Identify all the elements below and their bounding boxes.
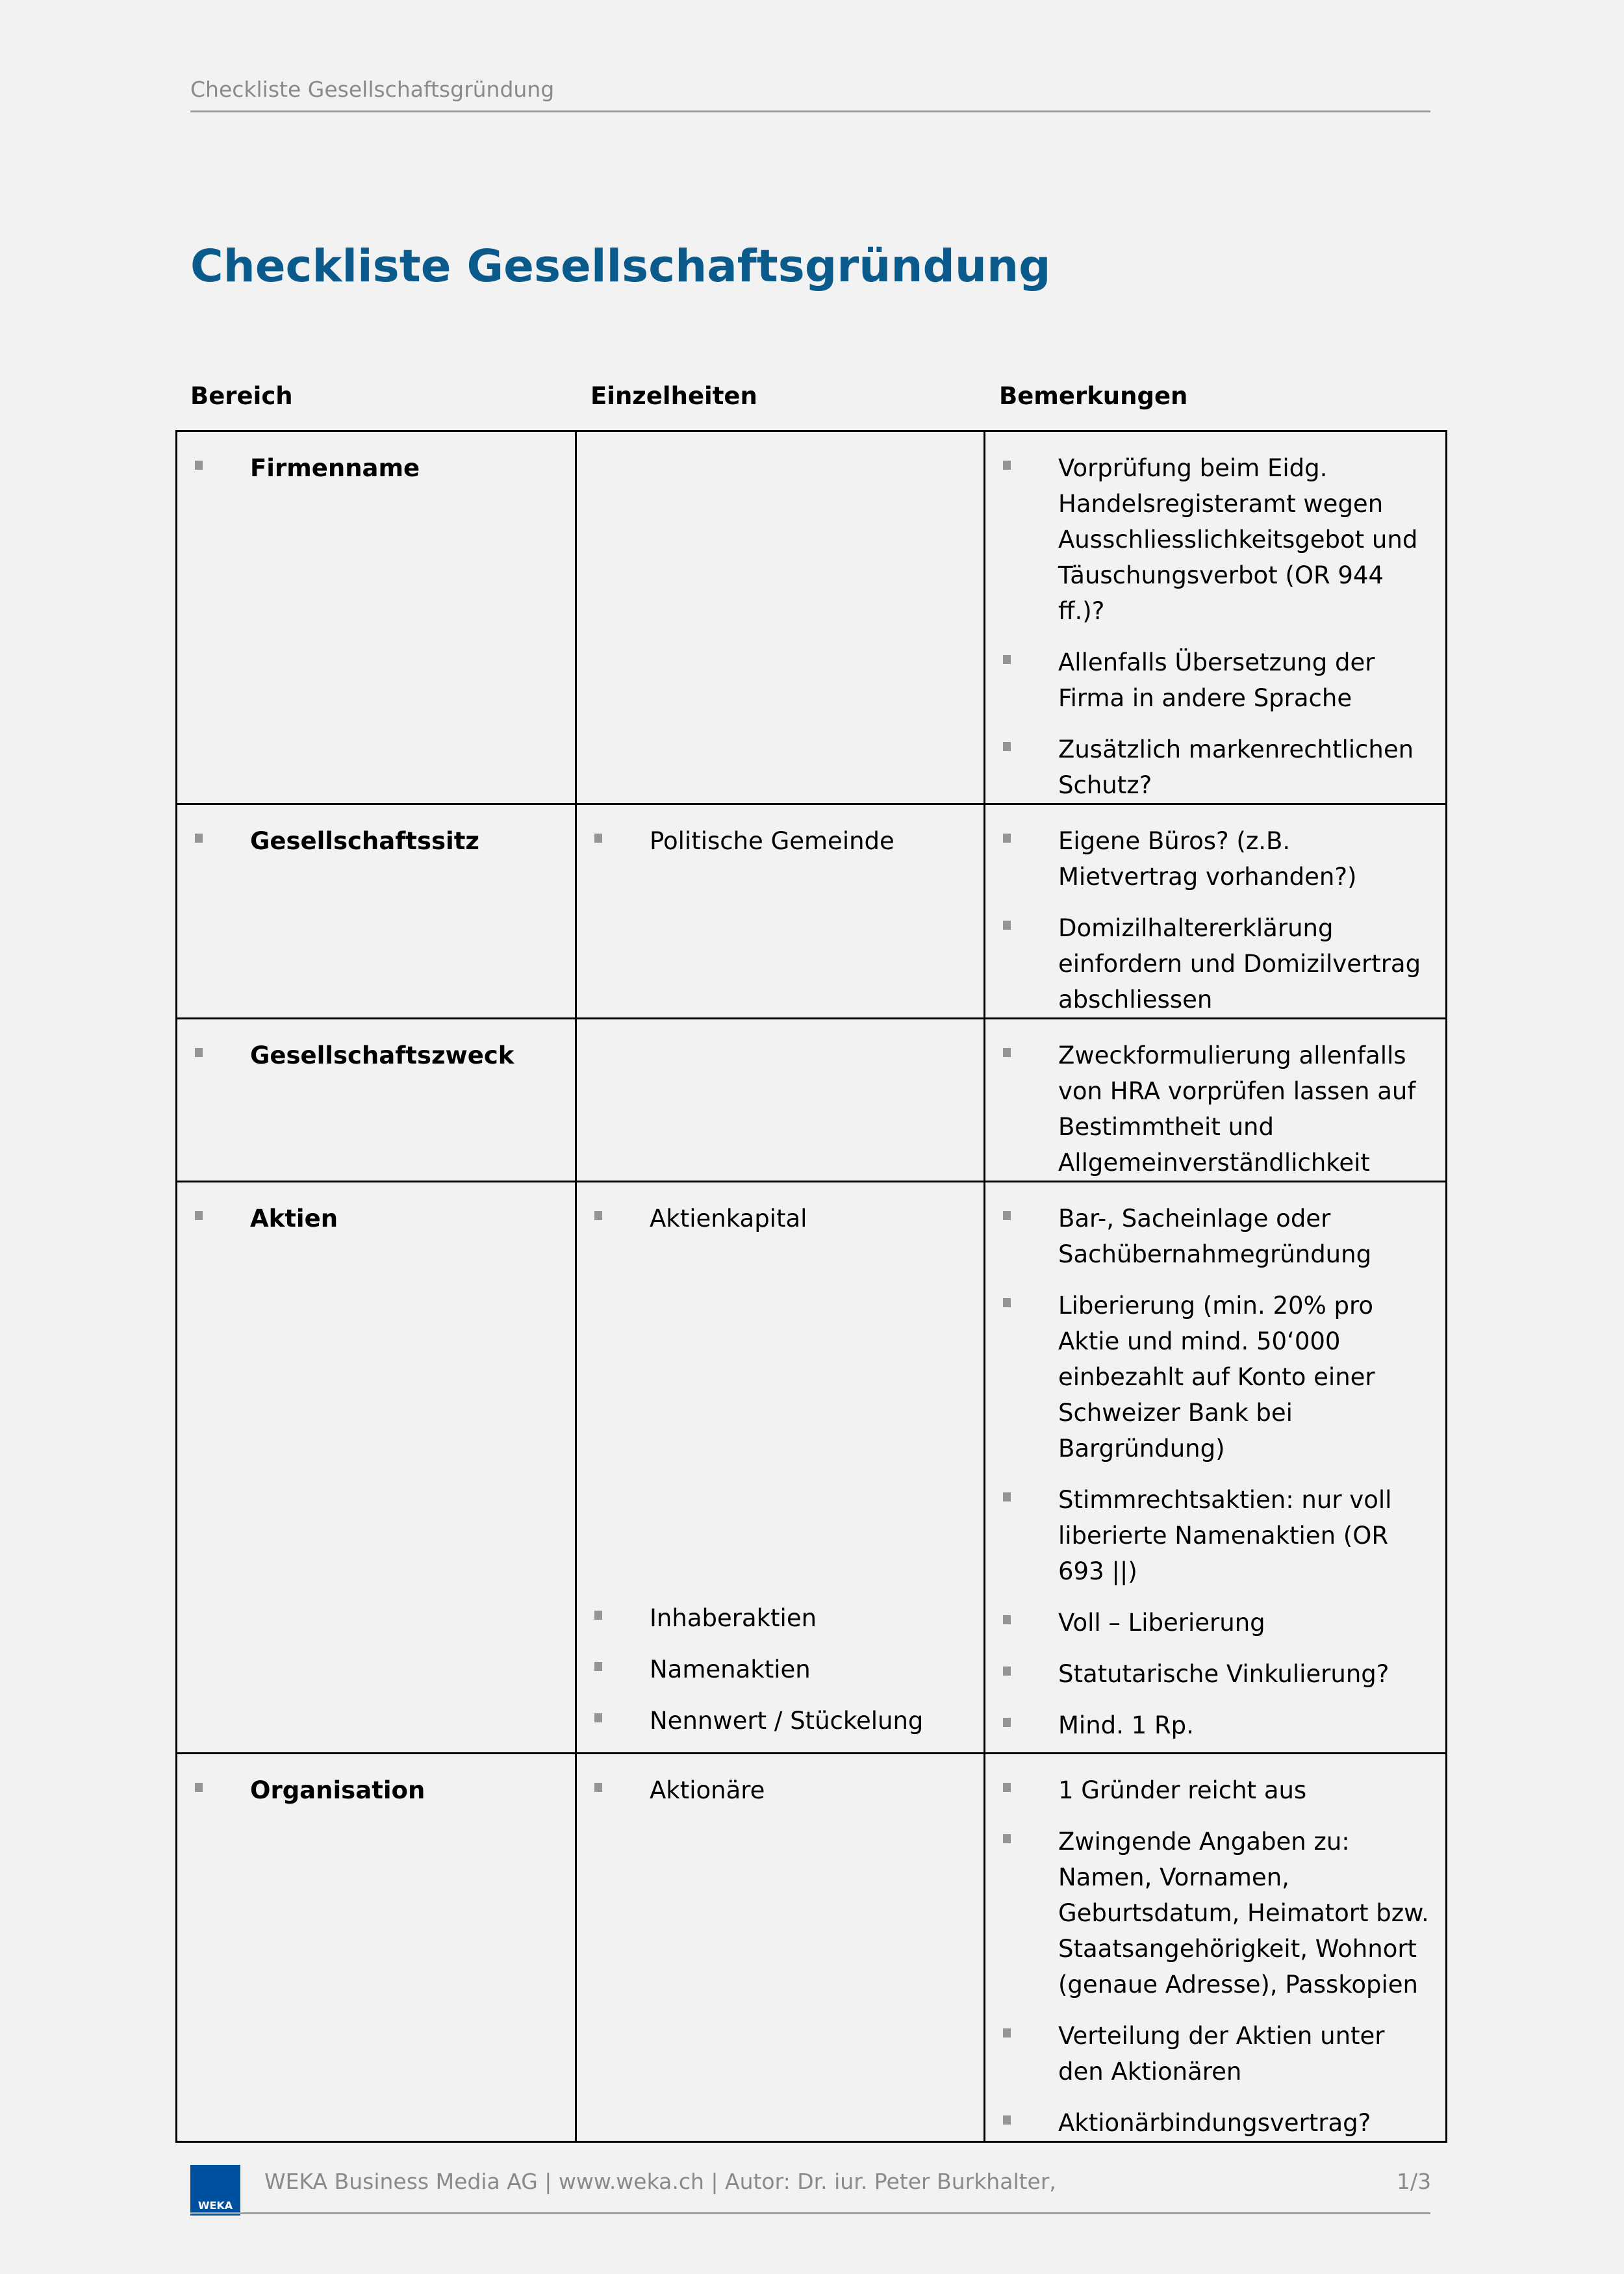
square-bullet-icon bbox=[195, 1211, 203, 1220]
square-bullet-icon bbox=[594, 1611, 602, 1620]
table-row bbox=[177, 804, 1447, 1019]
square-bullet-icon bbox=[195, 461, 203, 470]
remark-text: Zwingende Angaben zu: Namen, Vornamen, Geburtsdatum, Heimatort bzw. Staatsangehörigkeit, Wohnort (genaue Adresse), Passkopien bbox=[1058, 1828, 1429, 1999]
bereich-label: Gesellschaftszweck bbox=[250, 1041, 514, 1069]
page-title: Checkliste Gesellschaftsgründung bbox=[190, 240, 1051, 292]
detail-text: Inhaberaktien bbox=[650, 1604, 817, 1632]
page-number: 1/3 bbox=[1397, 2169, 1432, 2194]
list-item bbox=[577, 1703, 983, 1739]
list-item bbox=[985, 2018, 1445, 2089]
logo-text: WEKA bbox=[197, 2199, 233, 2212]
table-row bbox=[177, 431, 1447, 804]
list-item bbox=[985, 910, 1445, 1017]
list-item bbox=[177, 450, 575, 486]
table-row bbox=[177, 1019, 1447, 1182]
detail-text: Namenaktien bbox=[650, 1655, 811, 1683]
table-row bbox=[177, 1754, 1447, 2142]
list-item bbox=[985, 1707, 1445, 1743]
remark-text: 1 Gründer reicht aus bbox=[1058, 1776, 1307, 1804]
list-item bbox=[985, 1656, 1445, 1692]
list-item bbox=[577, 1772, 983, 1808]
square-bullet-icon bbox=[1003, 742, 1011, 751]
square-bullet-icon bbox=[1003, 1834, 1011, 1843]
footer-publisher: WEKA Business Media AG | www.weka.ch | Autor: Dr. iur. Peter Burkhalter, bbox=[264, 2169, 1056, 2194]
square-bullet-icon bbox=[1003, 2028, 1011, 2038]
detail-text: Aktienkapital bbox=[650, 1205, 807, 1233]
running-header: Checkliste Gesellschaftsgründung bbox=[190, 77, 555, 102]
bereich-label: Firmenname bbox=[250, 454, 420, 482]
square-bullet-icon bbox=[1003, 655, 1011, 664]
column-header-einzelheiten: Einzelheiten bbox=[590, 382, 757, 410]
cell-einzelheiten bbox=[576, 804, 985, 1019]
list-item bbox=[985, 450, 1445, 629]
remark-text: Liberierung (min. 20% pro Aktie und mind. 50‘000 einbezahlt auf Konto einer Schweizer Bank bei Bargründung) bbox=[1058, 1292, 1375, 1463]
list-item bbox=[577, 823, 983, 859]
list-item bbox=[985, 2105, 1445, 2141]
checklist-table bbox=[175, 430, 1447, 2143]
remark-text: Allenfalls Übersetzung der Firma in andere Sprache bbox=[1058, 648, 1375, 712]
square-bullet-icon bbox=[594, 1662, 602, 1671]
header-divider bbox=[190, 110, 1430, 112]
list-item bbox=[985, 1201, 1445, 1272]
square-bullet-icon bbox=[1003, 834, 1011, 843]
square-bullet-icon bbox=[1003, 1718, 1011, 1727]
list-item bbox=[985, 1824, 1445, 2002]
list-item bbox=[985, 1605, 1445, 1641]
weka-logo bbox=[190, 2165, 240, 2216]
remark-text: Verteilung der Aktien unter den Aktionären bbox=[1058, 2022, 1385, 2086]
list-item bbox=[985, 1482, 1445, 1589]
cell-einzelheiten bbox=[576, 1754, 985, 2142]
list-item bbox=[177, 1772, 575, 1808]
square-bullet-icon bbox=[1003, 1298, 1011, 1307]
remark-text: Statutarische Vinkulierung? bbox=[1058, 1660, 1389, 1688]
square-bullet-icon bbox=[195, 1783, 203, 1792]
list-item bbox=[577, 1201, 983, 1236]
square-bullet-icon bbox=[1003, 1783, 1011, 1792]
list-item bbox=[177, 1038, 575, 1073]
remark-text: Bar-, Sacheinlage oder Sachübernahmegründung bbox=[1058, 1205, 1372, 1268]
square-bullet-icon bbox=[594, 1783, 602, 1792]
cell-bereich bbox=[177, 1019, 576, 1182]
remark-text: Voll – Liberierung bbox=[1058, 1609, 1265, 1637]
bereich-label: Aktien bbox=[250, 1205, 338, 1233]
remark-text: Stimmrechtsaktien: nur voll liberierte Namenaktien (OR 693 ||) bbox=[1058, 1486, 1392, 1585]
cell-bemerkungen bbox=[985, 1754, 1447, 2142]
cell-bereich bbox=[177, 804, 576, 1019]
square-bullet-icon bbox=[1003, 1211, 1011, 1220]
cell-bemerkungen bbox=[985, 1182, 1447, 1754]
square-bullet-icon bbox=[1003, 1492, 1011, 1501]
footer-divider bbox=[190, 2212, 1430, 2214]
square-bullet-icon bbox=[1003, 2115, 1011, 2125]
column-header-bereich: Bereich bbox=[190, 382, 293, 410]
cell-bemerkungen bbox=[985, 431, 1447, 804]
square-bullet-icon bbox=[594, 1211, 602, 1220]
table-row bbox=[177, 1182, 1447, 1754]
list-item bbox=[985, 823, 1445, 895]
bereich-label: Organisation bbox=[250, 1776, 425, 1804]
detail-text: Nennwert / Stückelung bbox=[650, 1707, 924, 1735]
remark-text: Mind. 1 Rp. bbox=[1058, 1711, 1194, 1739]
square-bullet-icon bbox=[594, 834, 602, 843]
list-item bbox=[177, 1201, 575, 1236]
cell-bereich bbox=[177, 431, 576, 804]
list-item bbox=[577, 1652, 983, 1687]
square-bullet-icon bbox=[195, 1048, 203, 1057]
remark-text: Zusätzlich markenrechtlichen Schutz? bbox=[1058, 735, 1414, 799]
list-item bbox=[985, 1772, 1445, 1808]
cell-einzelheiten bbox=[576, 1182, 985, 1754]
square-bullet-icon bbox=[1003, 1615, 1011, 1624]
square-bullet-icon bbox=[1003, 1667, 1011, 1676]
remark-text: Vorprüfung beim Eidg. Handelsregisteramt wegen Ausschliesslichkeitsgebot und Täuschungsverbot (OR 944 ff.)? bbox=[1058, 454, 1418, 625]
square-bullet-icon bbox=[1003, 461, 1011, 470]
square-bullet-icon bbox=[1003, 1048, 1011, 1057]
list-item bbox=[985, 1288, 1445, 1466]
remark-text: Domizilhaltererklärung einfordern und Domizilvertrag abschliessen bbox=[1058, 914, 1421, 1014]
square-bullet-icon bbox=[1003, 921, 1011, 930]
cell-einzelheiten bbox=[576, 1019, 985, 1182]
square-bullet-icon bbox=[195, 834, 203, 843]
cell-bereich bbox=[177, 1754, 576, 2142]
cell-bemerkungen bbox=[985, 804, 1447, 1019]
remark-text: Aktionärbindungsvertrag? bbox=[1058, 2109, 1371, 2137]
list-item bbox=[177, 823, 575, 859]
square-bullet-icon bbox=[594, 1713, 602, 1722]
list-item bbox=[985, 645, 1445, 716]
cell-bereich bbox=[177, 1182, 576, 1754]
detail-text: Aktionäre bbox=[650, 1776, 765, 1804]
remark-text: Eigene Büros? (z.B. Mietvertrag vorhanden?) bbox=[1058, 827, 1357, 891]
bereich-label: Gesellschaftssitz bbox=[250, 827, 479, 855]
list-item bbox=[985, 732, 1445, 803]
cell-einzelheiten bbox=[576, 431, 985, 804]
cell-bemerkungen bbox=[985, 1019, 1447, 1182]
detail-text: Politische Gemeinde bbox=[650, 827, 894, 855]
remark-text: Zweckformulierung allenfalls von HRA vorprüfen lassen auf Bestimmtheit und Allgemeinverständlichkeit bbox=[1058, 1041, 1416, 1177]
list-item bbox=[577, 1600, 983, 1636]
column-header-bemerkungen: Bemerkungen bbox=[999, 382, 1188, 410]
list-item bbox=[985, 1038, 1445, 1181]
